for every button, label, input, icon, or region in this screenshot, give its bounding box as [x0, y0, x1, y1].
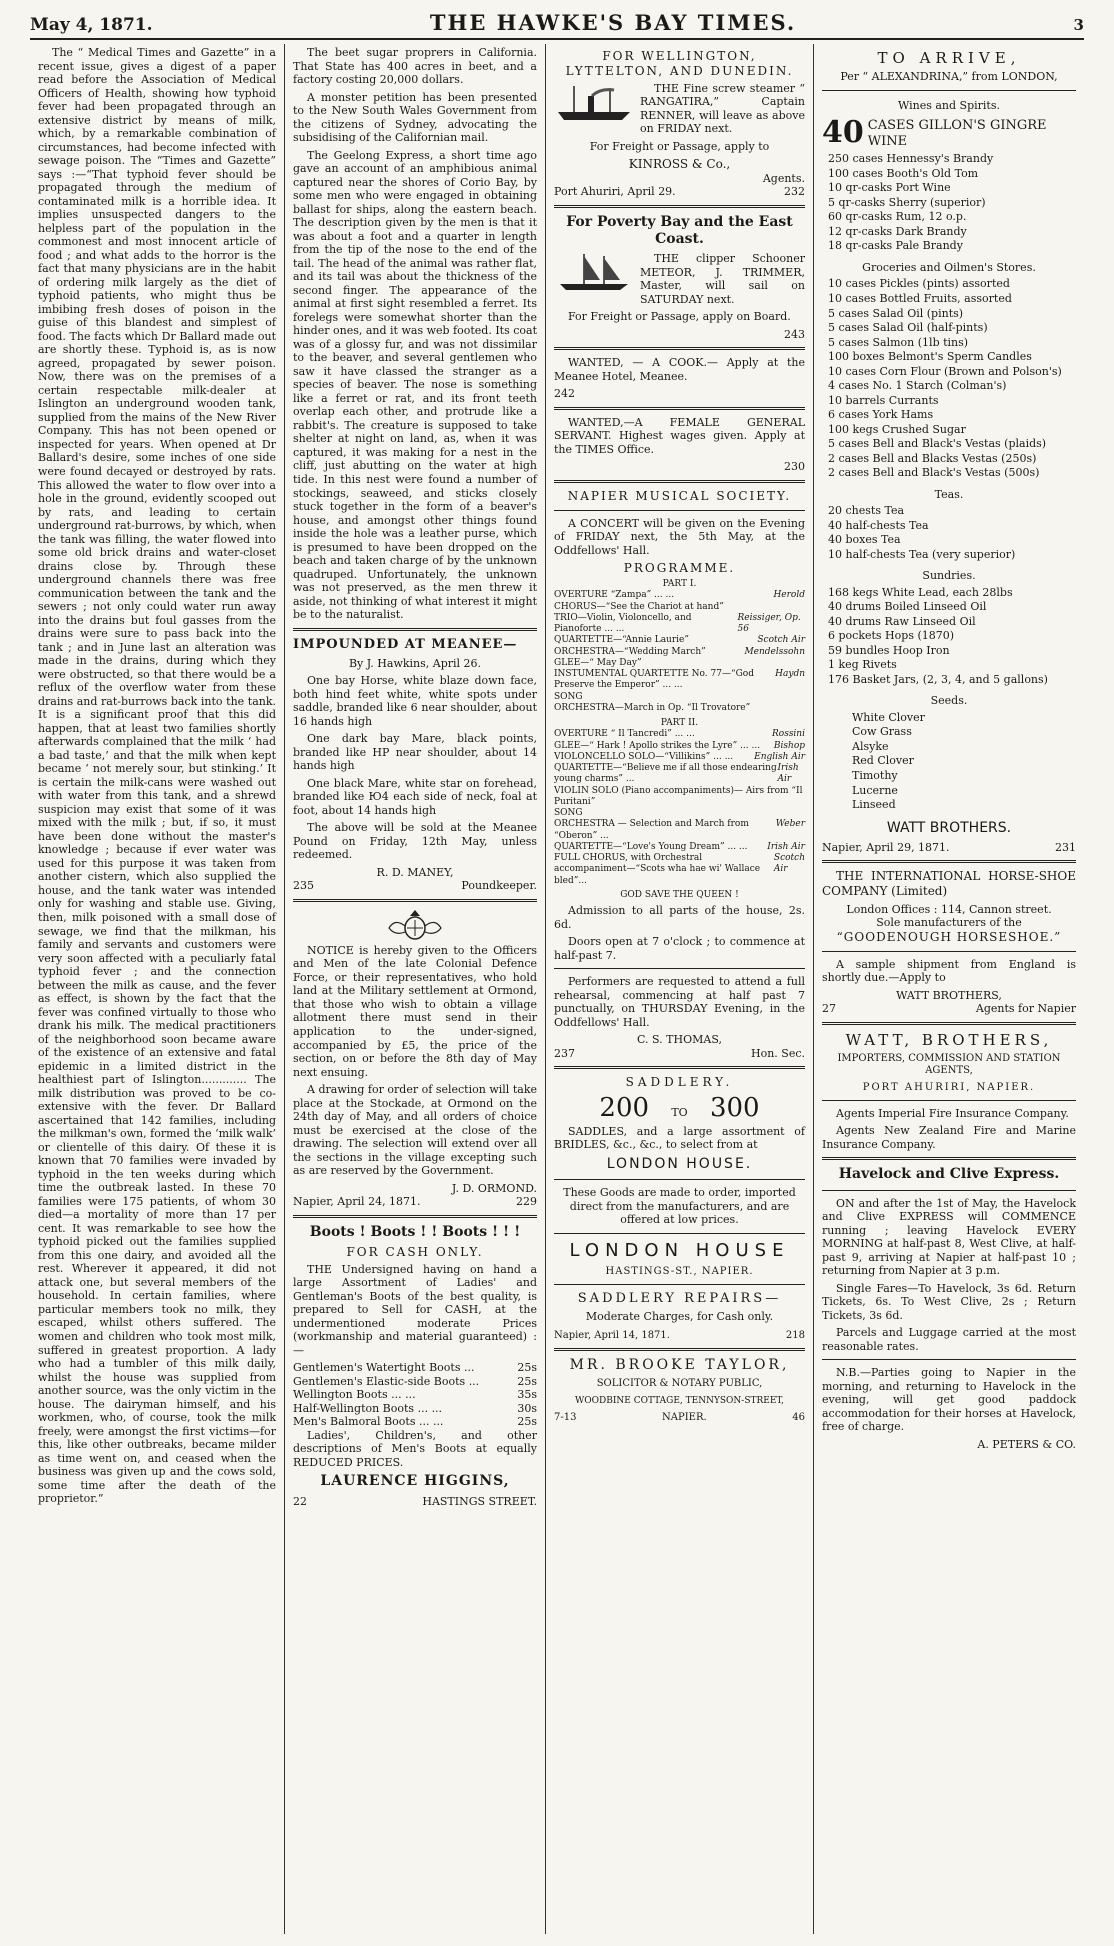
boots-num: 22: [293, 1494, 307, 1508]
wanted-cook: WANTED, — A COOK.— Apply at the Meanee Hotel, Meanee.: [554, 356, 805, 383]
express-fares: Single Fares—To Havelock, 3s 6d. Return Tickets, 6s. To West Clive, 2s ; Return Tickets, 3s 6d.: [822, 1281, 1076, 1322]
divider: [822, 1022, 1076, 1025]
programme-title: PROGRAMME.: [623, 561, 736, 576]
impound-item-4: The above will be sold at the Meanee Pound on Friday, 12th May, unless redeemed.: [293, 821, 537, 862]
taylor-name: MR. BROOKE TAYLOR,: [569, 1356, 790, 1373]
arrive-sign: WATT BROTHERS.: [886, 819, 1012, 836]
watt-agent-2: Agents New Zealand Fire and Marine Insurance Company.: [822, 1124, 1076, 1151]
sundries-heading: Sundries.: [922, 569, 976, 583]
divider: [554, 407, 805, 410]
horseshoe-offices: London Offices : 114, Cannon street.: [846, 902, 1052, 916]
boots-title: Boots ! Boots ! ! Boots ! ! !: [309, 1223, 521, 1240]
poverty-title: For Poverty Bay and the East Coast.: [566, 213, 793, 248]
impound-num: 235: [293, 879, 314, 893]
horseshoe-sample: A sample shipment from England is shortly due.—Apply to: [822, 957, 1076, 985]
ormond-date: Napier, April 24, 1871.: [293, 1195, 421, 1209]
arrive-title: TO ARRIVE,: [877, 49, 1021, 67]
impound-by: By J. Hawkins, April 26.: [348, 656, 482, 670]
horseshoe-sign: WATT BROTHERS,: [896, 988, 1002, 1002]
boots-row: Men's Balmoral Boots ... ... 25s: [293, 1415, 537, 1429]
servant-num: 230: [784, 460, 805, 474]
saddlery-charges: Moderate Charges, for Cash only.: [585, 1310, 774, 1324]
divider: [554, 1348, 805, 1351]
poverty-freight: For Freight or Passage, apply on Board.: [568, 310, 791, 324]
wellington-text: THE Fine screw steamer “ RANGATIRA,” Captain RENNER, will leave as above on FRIDAY next.: [640, 81, 805, 136]
saddlery-title: SADDLERY.: [625, 1075, 734, 1090]
express-ad: [822, 1166, 1076, 1451]
boots-row: Wellington Boots ... ... 35s: [293, 1388, 537, 1402]
london-house-2: LONDON HOUSE: [569, 1239, 790, 1261]
gin-line: 40 CASES GILLON'S GINGRE WINE: [822, 115, 1047, 151]
page-number: 3: [1073, 16, 1084, 34]
saddlery-text-2: These Goods are made to order, imported direct from the manufacturers, and are offered at low prices.: [563, 1186, 796, 1227]
boots-row: Gentlemen's Watertight Boots ... 25s: [293, 1361, 537, 1375]
column-2: [285, 44, 546, 1934]
divider: [822, 1157, 1076, 1160]
boots-sub: FOR CASH ONLY.: [346, 1244, 484, 1259]
issue-date: May 4, 1871.: [30, 15, 153, 35]
teas-heading: Teas.: [934, 487, 964, 501]
express-nb: N.B.—Parties going to Napier in the morning, and returning to Havelock in the evening, will get good paddock accommodation for their horses at Havelock, free of charge.: [822, 1366, 1076, 1434]
impound-item-1: One bay Horse, white blaze down face, both hind feet white, white spots under saddle, branded like 6 near shoulder, about 16 hands high: [293, 674, 537, 728]
columns: [30, 44, 1084, 1934]
impound-notice: [293, 637, 537, 893]
boots-row: Half-Wellington Boots ... ... 30s: [293, 1401, 537, 1415]
watt-title: WATT, BROTHERS,: [845, 1030, 1053, 1049]
arrive-num: 231: [1055, 840, 1076, 854]
horseshoe-role: Agents for Napier: [975, 1002, 1076, 1016]
watt-brothers-ad: [822, 1031, 1076, 1152]
part-2: PART II.: [660, 718, 699, 729]
impound-role: Poundkeeper.: [461, 879, 537, 893]
petition-news: A monster petition has been presented to the New South Wales Government from the citizens of Sydney, advocating the subsidising of the Californian mail.: [293, 90, 537, 145]
impound-sign: R. D. MANEY,: [376, 865, 454, 879]
musical-num: 237: [554, 1046, 575, 1060]
steamship-icon: [554, 82, 634, 124]
column-3: [546, 44, 814, 1934]
musical-title: NAPIER MUSICAL SOCIETY.: [567, 489, 792, 503]
boots-sign: LAURENCE HIGGINS,: [320, 1473, 510, 1490]
express-text: ON and after the 1st of May, the Havelock and Clive EXPRESS will COMMENCE running ; leaving Havelock EVERY MORNING at half-past 8, West Clive, at half-past 9, arriving at Napier at half-past 10 ; returning from Napier at 3 p.m.: [822, 1196, 1076, 1278]
masthead: [30, 10, 1084, 40]
musical-society-ad: [554, 489, 805, 1060]
divider: [554, 205, 805, 208]
poverty-num: 243: [784, 327, 805, 341]
geelong-article: The Geelong Express, a short time ago gave an account of an amphibious animal captured near the shores of Corio Bay, by some men who were engaged in obtaining ballast for ships, along the eastern beach. The description given by the men is that it was about a foot and a quarter in length from the tip of the nose to the end of the tail. The head of the animal was rather flat, and its tail was about the thickness of the second finger. The appearance of the animal at first sight resembled a ferret. Its forelegs were somewhat shorter than the hinder ones, and it was web footed. Its coat was of a glossy fur, and was not dissimilar to the beaver, and several gentlemen who saw it have classed the stranger as a species of beaver. The nose is something like a ferret or rat, and its front teeth overlap each other, and protrude like a rabbit's. The creature is supposed to take shelter at night on land, as, when it was captured, it was making for a nest in the cliff, just abutting on the water at high tide. In this nest were found a number of stockings, seaweed, and sticks closely stuck together in the form of a beaver's house, and amongst other things found inside the hole was a leather purse, which is presumed to have been dropped on the beach and taken charge of by the unknown quadruped. Unfortunately, the unknown was not preserved, as the men threw it aside, not thinking of what interest it might be to the naturalist.: [293, 148, 537, 622]
arrive-date: Napier, April 29, 1871.: [822, 840, 950, 854]
wellington-agent: KINROSS & Co.,: [628, 157, 731, 172]
musical-sign: C. S. THOMAS,: [637, 1033, 722, 1047]
god-save-queen: GOD SAVE THE QUEEN !: [620, 889, 739, 900]
saddlery-ad: [554, 1075, 805, 1342]
divider: [554, 1066, 805, 1069]
part-1: PART I.: [662, 579, 697, 590]
ormond-notice: NOTICE is hereby given to the Officers and Men of the late Colonial Defence Force, or their representatives, who hold land at the Military settlement at Ormond, that those who wish to obtain a village allotment there must send in their application to the under-signed, accompanied by £5, the price of the section, on or before the 8th day of May next ensuing.: [293, 943, 537, 1079]
wellington-date: Port Ahuriri, April 29.: [554, 185, 676, 199]
wellington-title: FOR WELLINGTON, LYTTELTON, AND DUNEDIN.: [565, 49, 794, 78]
wanted-servant: WANTED,—A FEMALE GENERAL SERVANT. Highest wages given. Apply at the TIMES Office.: [554, 415, 805, 456]
taylor-addr: WOODBINE COTTAGE, TENNYSON-STREET,: [575, 1396, 784, 1407]
horseshoe-ad: [822, 869, 1076, 1015]
wellington-freight: For Freight or Passage, apply to: [589, 139, 770, 153]
wines-heading: Wines and Spirits.: [898, 98, 1000, 112]
impound-item-3: One black Mare, white star on forehead, branded like Ю4 each side of neck, foal at foot, about 14 hands high: [293, 776, 537, 817]
divider: [554, 347, 805, 350]
saddle-range: 200 TO 300: [599, 1092, 760, 1123]
saddlery-text: SADDLES, and a large assortment of BRIDLES, &c., &c., to select from at: [554, 1124, 805, 1152]
doors: Doors open at 7 o'clock ; to commence at half-past 7.: [554, 935, 805, 962]
saddlery-num: 218: [785, 1329, 805, 1341]
boots-tail: Ladies', Children's, and other descriptions of Men's Boots at equally REDUCED PRICES.: [293, 1428, 537, 1469]
admission: Admission to all parts of the house, 2s. 6d.: [554, 904, 805, 931]
boots-text: THE Undersigned having on hand a large Assortment of Ladies' and Gentleman's Boots of the best quality, is prepared to Sell for CASH, at the undermentioned moderate Prices (workmanship and material guaranteed) :—: [293, 1262, 537, 1357]
boots-street: HASTINGS STREET.: [422, 1494, 537, 1508]
impound-item-2: One dark bay Mare, black points, branded like HP near shoulder, about 14 hands high: [293, 732, 537, 773]
taylor-role: SOLICITOR & NOTARY PUBLIC,: [596, 1378, 763, 1390]
horseshoe-sole: Sole manufacturers of the: [876, 916, 1022, 930]
programme-part-2: OVERTURE “ Il Tancredi” ... ... Rossini GLEE—“ Hark ! Apollo strikes the Lyre” ... ... Bishop VIOLONCELLO SOLO—“Villikins” ... ... English Air QUARTETTE—“Believe me if all those endearing young charms” ... Irish Air VIOLIN SOLO (Piano accompaniments)— Airs from “Il Puritani” SONG ORCHESTRA — Selection and March from “Oberon” ... Weber QUARTETTE—“Love's Young Dream” ... ... Irish Air FULL CHORUS, with Orchestral accompaniment—“Scots wha hae wi' Wallace bled”... Scotch Air: [554, 729, 805, 886]
ormond-notice-2: A drawing for order of selection will take place at the Stockade, at Ormond on the 24th day of May, and all orders of choice must be exercised at the close of the drawing. The selection will extend over all the sections in the village excepting such as are reserved by the Government.: [293, 1083, 537, 1178]
horseshoe-text: THE INTERNATIONAL HORSE-SHOE COMPANY (Limited): [822, 869, 1076, 899]
to-arrive-ad: TO ARRIVE, Per “ ALEXANDRINA,” from LONDON, Wines and Spirits. 40 CASES GILLON'S GINGRE WINE 250 cases Hennessy's Brandy 100 cases Booth's Old Tom 10 qr-casks Port Wine 5 qr-casks Sherry (superior) 60 qr-casks Rum, 12 o.p. 12 qr-casks Dark Brandy 18 qr-casks Pale Brandy Groceries and Oilmen's Stores. 10 cases Pickles (pints) assorted 10 cases Bottled Fruits, assorted 5 cases Salad Oil (pints) 5 cases Salad Oil (half-pints) 5 cases Salmon (1lb tins) 100 boxes Belmont's Sperm Candles 10 cases Corn Flour (Brown and Polson's) 4 cases No. 1 Starch (Colman's) 10 barrels Currants 6 cases York Hams 100 kegs Crushed Sugar 5 cases Bell and Black's Vestas (plaids) 2 cases Bell and Blacks Vestas (250s) 2 cases Bell and Black's Vestas (500s) Teas. 20 chests Tea 40 half-chests Tea 40 boxes Tea 10 half-chests Tea (very superior) Sundries. 168 kegs White Lead, each 28lbs 40 drums Boiled Linseed Oil 40 drums Raw Linseed Oil 6 pockets Hops (1870) 59 bundles Hoop Iron 1 keg Rivets 176 Basket Jars, (2, 3, 4, and 5 gallons) Seeds. White Clover Cow Grass Alsyke Red Clover Timothy Lucerne Linseed WATT BROTHERS. Napier, April 29, 1871. 231: [822, 49, 1076, 854]
schooner-icon: [554, 252, 634, 294]
divider: [293, 628, 537, 631]
wellington-agents: Agents.: [762, 171, 805, 185]
saddlery-repairs: SADDLERY REPAIRS—: [577, 1291, 782, 1307]
royal-crest-icon: [383, 908, 447, 942]
saddlery-date: Napier, April 14, 1871.: [554, 1329, 670, 1341]
musical-role: Hon. Sec.: [751, 1046, 805, 1060]
poverty-text: THE clipper Schooner METEOR, J. TRIMMER, Master, will sail on SATURDAY next.: [640, 252, 805, 306]
newspaper-title: THE HAWKE'S BAY TIMES.: [429, 10, 797, 35]
arrive-per: Per “ ALEXANDRINA,” from LONDON,: [840, 70, 1058, 84]
boots-ad: [293, 1224, 537, 1508]
express-sign: A. PETERS & CO.: [977, 1437, 1076, 1451]
typhoid-article: The “ Medical Times and Gazette” in a recent issue, gives a digest of a paper read before the Association of Medical Officers of Health, showing how typhoid fever had been propagated through an extensive district by means of milk, which, by a remarkable combination of circumstances, had become infected with sewage poison. The “Times and Gazette” says :—“That typhoid fever should be propagated through the medium of contaminated milk is a horrible idea. It implies unsuspected dangers to the helpless part of the population in the commonest and most innocent article of food ; and what adds to the horror is the fact that many physicians are in the habit of ordering milk largely as the diet of typhoid patients, who might thus be imbibing fresh doses of poison in the guise of this blandest and simplest of food. The facts which Dr Ballard made out are shortly these. Typhoid is, as is now agreed, propagated by sewer poison. Now, there was on the premises of a certain respectable milk-dealer at Islington an underground wooden tank, supplied from the mains of the New River Company. This has not been opened or inspected for years. When opened at Dr Ballard's desire, some inches of one side were found decayed or destroyed by rats. This allowed the water to flow over into a hole in the ground, evidently scooped out by rats, and leading to certain underground rat-burrows, by which, when the tank was filling, the water flowed into some old brick drains and water-closet drains close by. Through these underground channels there was free communication between the tank and the sewers ; not only could water run away into the drains but foul gasses from the drains were sure to pass back into the tank ; and in June last an alteration was made in the drains, during which they were obstructed, so that there would be a reflux of the overflow water from these drains and rat-burrows back into the tank. It is a significant proof that this did happen, that at least two families shortly afterwards complained that the milk ‘ had a bad taste,’ and that the milk when kept became ‘ not merely sour, but stinking.’ It is certain the milk-cans were washed out with water from this tank, and a shrewd suspicion may exist that some of it was mixed with the milk ; but, if so, it must have been done without the master's knowledge ; because if ever water was used for this purpose it was taken from another cistern, which also supplied the house, and the tank water was intended only for washing and stable use. Giving, then, milk poisoned with a small dose of sewage, we find that the milkman, his family and servants and customers were very soon affected with a peculiarly fatal typhoid fever ; and the connection between the milk as cause, and the fever as effect, is shown by the fact that the fever was confined virtually to those who drank his milk. The medical practitioners of the neighborhood soon became aware of the existence of an extensive and fatal epidemic in a limited district in the healthiest part of Islington............. The milk distribution was proved to be co-extensive with the fever. Dr Ballard ascertained that 142 families, including the milkman's own, formed the ‘milk walk’ or clientelle of this dairy. Of these it is known that 70 families were invaded by typhoid in the ten weeks during which time the outbreak lasted. In these 70 families were 175 patients, of whom 30 died—a mortality of more than 17 per cent. It was remarkable to see how the typhoid picked out the families supplied from this one dairy, and avoided all the rest. Wherever it appeared, it did not attack one, but several members of the household. In certain families, where particular members took no milk, they escaped, whilst others suffered. The women and children who took most milk, suffered in greatest proportion. A lady who had a tumbler of this milk daily, whilst the house was supplied from another source, was the only victim in the house. The dairyman himself, and his workmen, who, of course, took the milk freely, were amongst the first victims—for this, like other outbreaks, became milder as time went on, and ceased when the business was given up and the cows sold, some time after the death of the proprietor.”: [38, 46, 276, 1506]
concert-text: A CONCERT will be given on the Evening of FRIDAY next, the 5th May, at the Oddfellows' Hall.: [554, 516, 805, 557]
horseshoe-num: 27: [822, 1002, 836, 1016]
divider: [554, 480, 805, 483]
watt-agent-1: Agents Imperial Fire Insurance Company.: [836, 1106, 1069, 1120]
grocery-heading: Groceries and Oilmen's Stores.: [862, 260, 1036, 274]
impound-title: IMPOUNDED AT MEANEE—: [293, 636, 518, 652]
seeds-heading: Seeds.: [930, 694, 968, 708]
boots-row: Gentlemen's Elastic-side Boots ... 25s: [293, 1374, 537, 1388]
express-title: Havelock and Clive Express.: [838, 1166, 1060, 1183]
london-house: LONDON HOUSE.: [606, 1155, 753, 1172]
watt-role: IMPORTERS, COMMISSION AND STATION AGENTS,: [837, 1053, 1061, 1077]
column-4: [814, 44, 1084, 1934]
column-1: [30, 44, 285, 1934]
beet-sugar-news: The beet sugar proprers in California. That State has 400 acres in beet, and a factory costing 20,000 dollars.: [293, 46, 537, 87]
divider: [293, 899, 537, 902]
brooke-taylor-ad: MR. BROOKE TAYLOR, SOLICITOR & NOTARY PUBLIC, WOODBINE COTTAGE, TENNYSON-STREET, 7-13 NAPIER. 46: [554, 1356, 805, 1423]
divider: [293, 1215, 537, 1218]
express-parcels: Parcels and Luggage carried at the most reasonable rates.: [822, 1326, 1076, 1353]
horseshoe-name: “GOODENOUGH HORSESHOE.”: [836, 929, 1062, 944]
ormond-sign: J. D. ORMOND.: [451, 1181, 537, 1195]
divider: [822, 860, 1076, 863]
saddlery-street: HASTINGS-ST., NAPIER.: [605, 1265, 754, 1277]
cook-num: 242: [554, 387, 575, 401]
programme-part-1: OVERTURE “Zampa” ... ... Herold CHORUS—“See the Chariot at hand” TRIO—Violin, Violoncello, and Pianoforte ... ... Reissiger, Op. 56 QUARTETTE—“Annie Laurie” Scotch Air ORCHESTRA—“Wedding March” Mendelssohn GLEE—“ May Day” INSTUMENTAL QUARTETTE No. 77—“God Preserve the Emperor” ... ... Haydn SONG ORCHESTRA—March in Op. “Il Trovatore”: [554, 590, 805, 713]
performers: Performers are requested to attend a full rehearsal, commencing at half past 7 punctually, on THURSDAY Evening, in the Oddfellows' Hall.: [554, 975, 805, 1029]
wellington-num: 232: [784, 185, 805, 199]
watt-place: PORT AHURIRI, NAPIER.: [862, 1081, 1036, 1093]
ormond-num: 229: [516, 1195, 537, 1209]
